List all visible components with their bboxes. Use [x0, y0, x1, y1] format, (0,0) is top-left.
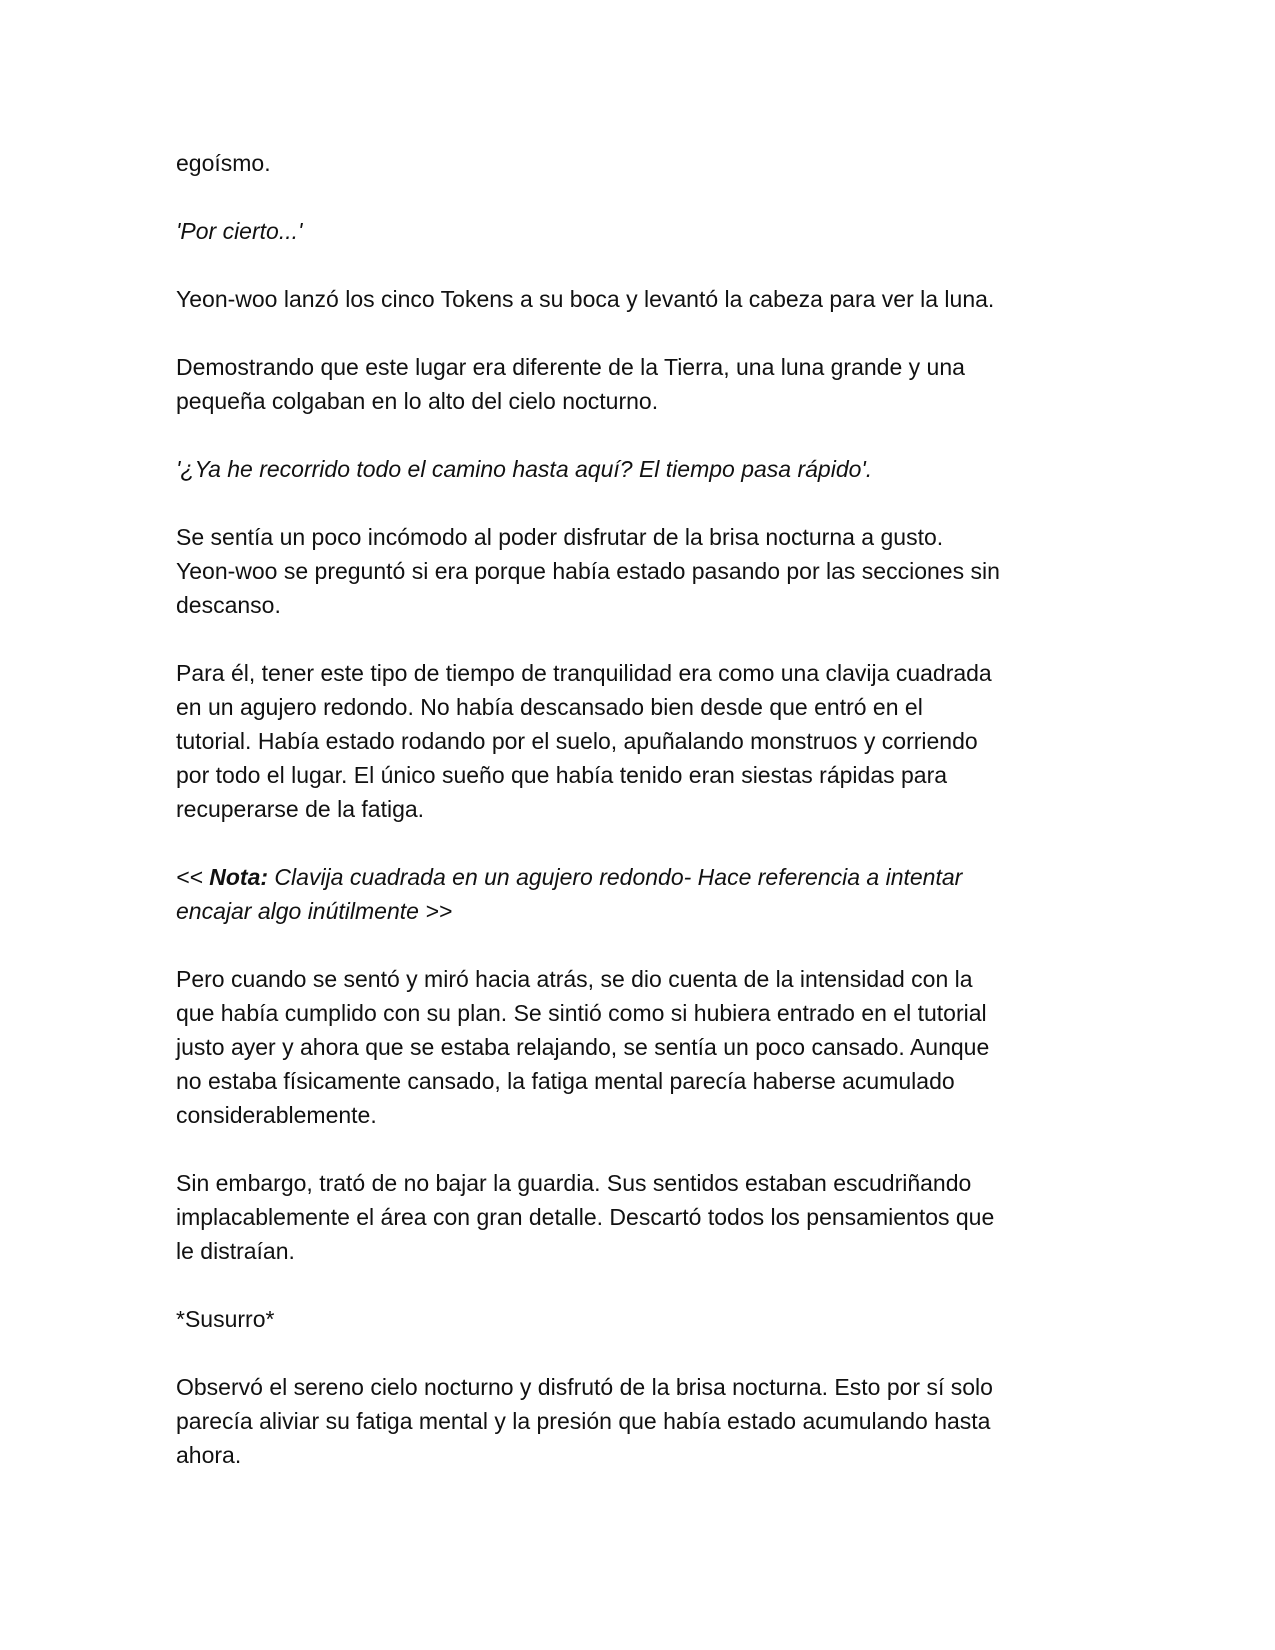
paragraph-lunas: Demostrando que este lugar era diferente de la Tierra, una luna grande y una pequeña colgaban en lo alto del cielo nocturno. — [176, 354, 965, 414]
paragraph-brisa: Se sentía un poco incómodo al poder disfrutar de la brisa nocturna a gusto. Yeon-woo se preguntó si era porque había estado pasando por las secciones sin descanso. — [176, 524, 1000, 618]
thought-por-cierto: 'Por cierto...' — [176, 218, 303, 244]
paragraph-tokens: Yeon-woo lanzó los cinco Tokens a su boca y levantó la cabeza para ver la luna. — [176, 286, 995, 312]
translator-note — [176, 860, 1106, 928]
thought-tiempo: '¿Ya he recorrido todo el camino hasta aquí? El tiempo pasa rápido'. — [176, 456, 873, 482]
paragraph-guardia: Sin embargo, trató de no bajar la guardia. Sus sentidos estaban escudriñando implacablemente el área con gran detalle. Descartó todos los pensamientos que le distraían. — [176, 1170, 995, 1264]
paragraph-egoismo: egoísmo. — [176, 150, 271, 176]
paragraph-plan: Pero cuando se sentó y miró hacia atrás, se dio cuenta de la intensidad con la que había cumplido con su plan. Se sintió como si hubiera entrado en el tutorial justo ayer y ahora que se estaba relajando, se sentía un poco cansado. Aunque no estaba físicamente cansado, la fatiga mental parecía haberse acumulado considerablemente. — [176, 966, 990, 1128]
note-text: Clavija cuadrada en un agujero redondo- Hace referencia a intentar encajar algo inútilmente >> — [176, 864, 963, 924]
paragraph-susurro: *Susurro* — [176, 1306, 275, 1332]
paragraph-cielo: Observó el sereno cielo nocturno y disfrutó de la brisa nocturna. Esto por sí solo parecía aliviar su fatiga mental y la presión que había estado acumulando hasta ahora. — [176, 1374, 993, 1468]
note-open: << — [176, 864, 210, 890]
paragraph-clavija: Para él, tener este tipo de tiempo de tranquilidad era como una clavija cuadrada en un agujero redondo. No había descansado bien desde que entró en el tutorial. Había estado rodando por el suelo, apuñalando monstruos y corriendo por todo el lugar. El único sueño que había tenido eran siestas rápidas para recuperarse de la fatiga. — [176, 660, 992, 822]
document-body — [176, 146, 1106, 1506]
note-label: Nota: — [209, 864, 269, 890]
